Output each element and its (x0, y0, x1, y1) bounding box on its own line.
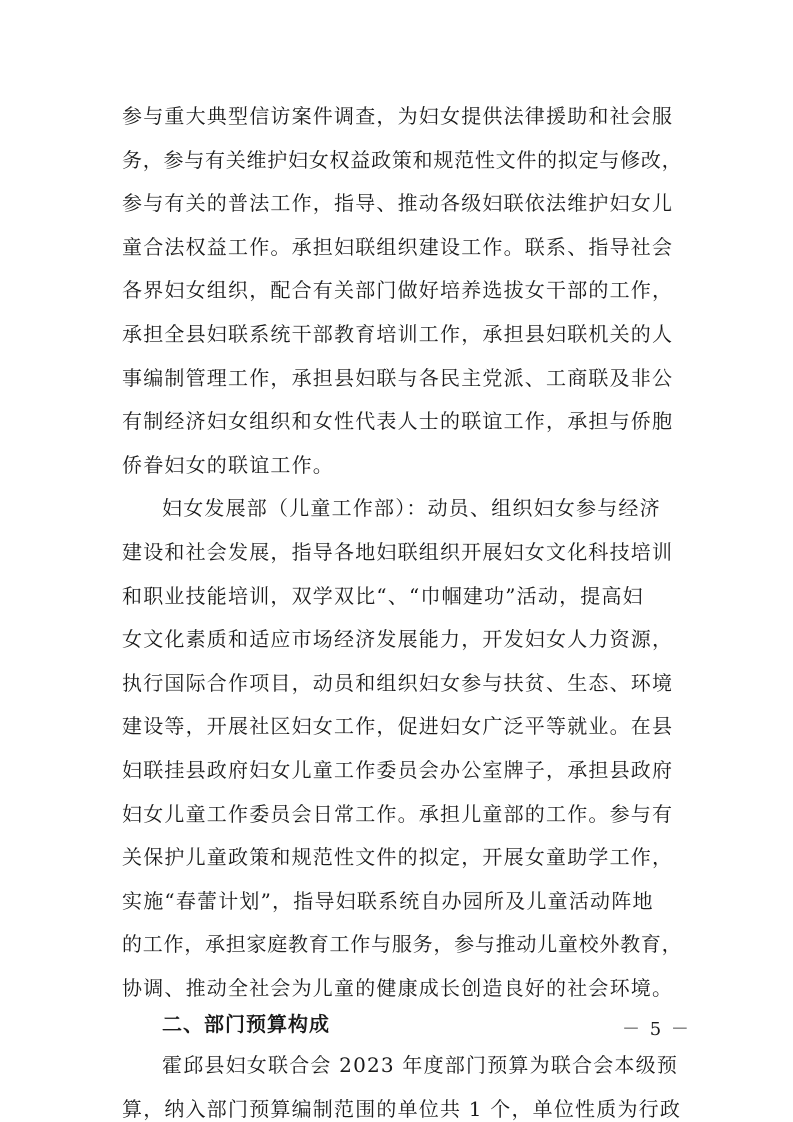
text-line: 执行国际合作项目，动员和组织妇女参与扶贫、生态、环境 (122, 671, 674, 695)
text-line: 建设等，开展社区妇女工作，促进妇女广泛平等就业。在县 (122, 714, 674, 738)
text-line: 童合法权益工作。承担妇联组织建设工作。联系、指导社会 (122, 235, 674, 259)
text-line: 算，纳入部门预算编制范围的单位共 1 个，单位性质为行政 (122, 1097, 682, 1121)
text-line: 建设和社会发展，指导各地妇联组织开展妇女文化科技培训 (122, 540, 674, 564)
text-line: 和职业技能培训，双学双比“、“巾帼建功”活动，提高妇 (122, 584, 644, 608)
text-line: 的工作，承担家庭教育工作与服务，参与推动儿童校外教育， (122, 932, 683, 956)
text-line: 霍邱县妇女联合会 2023 年度部门预算为联合会本级预 (162, 1053, 679, 1077)
text-line: 妇女发展部（儿童工作部）：动员、组织妇女参与经济 (162, 496, 661, 520)
text-line: 妇联挂县政府妇女儿童工作委员会办公室牌子，承担县政府 (122, 758, 674, 782)
text-line: 参与重大典型信访案件调查，为妇女提供法律援助和社会服 (122, 104, 674, 128)
text-line: 参与有关的普法工作，指导、推动各级妇联依法维护妇女儿 (122, 191, 674, 215)
text-line: 承担全县妇联系统干部教育培训工作，承担县妇联机关的人 (122, 322, 674, 346)
page-number: － 5 － (622, 1019, 691, 1040)
text-line: 侨眷妇女的联谊工作。 (122, 453, 334, 477)
text-line: 女文化素质和适应市场经济发展能力，开发妇女人力资源， (122, 627, 674, 651)
text-line: 实施“春蕾计划”，指导妇联系统自办园所及儿童活动阵地 (122, 889, 654, 913)
text-line: 各界妇女组织，配合有关部门做好培养选拔女干部的工作， (122, 278, 674, 302)
text-line: 事编制管理工作，承担县妇联与各民主党派、工商联及非公 (122, 366, 674, 390)
text-line: 妇女儿童工作委员会日常工作。承担儿童部的工作。参与有 (122, 802, 674, 826)
text-line: 协调、推动全社会为儿童的健康成长创造良好的社会环境。 (122, 976, 674, 1000)
section-heading: 二、部门预算构成 (162, 1012, 330, 1036)
text-line: 有制经济妇女组织和女性代表人士的联谊工作，承担与侨胞 (122, 409, 674, 433)
text-line: 务，参与有关维护妇女权益政策和规范性文件的拟定与修改， (122, 148, 683, 172)
text-line: 关保护儿童政策和规范性文件的拟定，开展女童助学工作， (122, 845, 674, 869)
